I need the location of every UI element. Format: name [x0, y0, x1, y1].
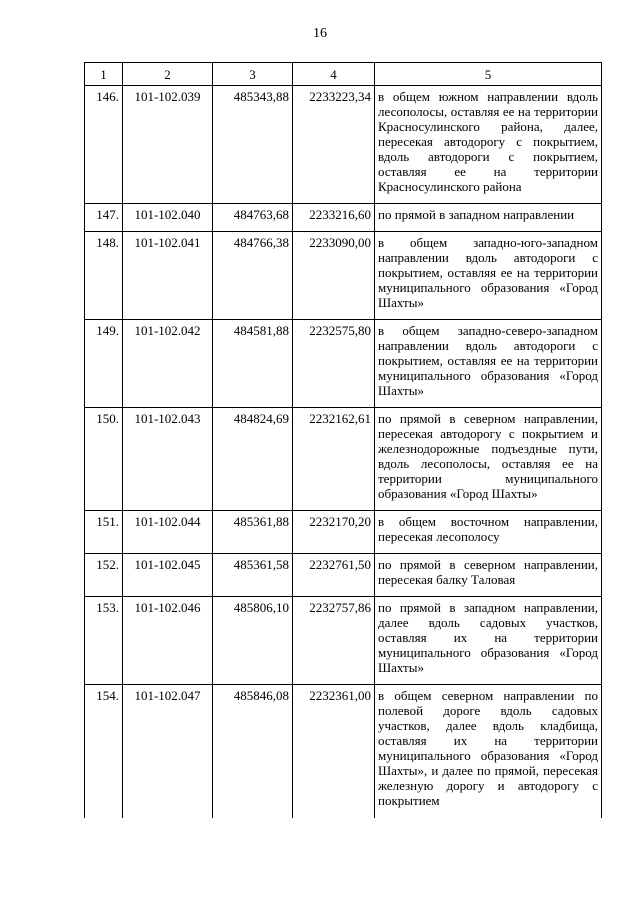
- point-code: 101-102.046: [123, 597, 213, 685]
- table-row: [85, 554, 602, 597]
- row-number: 151.: [85, 511, 123, 554]
- y-coordinate: 2232575,80: [293, 320, 375, 408]
- y-coordinate: 2232170,20: [293, 511, 375, 554]
- y-coordinate: 2232162,61: [293, 408, 375, 511]
- row-number: 148.: [85, 232, 123, 320]
- x-coordinate: 485361,58: [213, 554, 293, 597]
- column-header-number: 1: [85, 63, 123, 86]
- y-coordinate: 2232361,00: [293, 685, 375, 819]
- row-number: 152.: [85, 554, 123, 597]
- y-coordinate: 2233090,00: [293, 232, 375, 320]
- y-coordinate: 2233223,34: [293, 86, 375, 204]
- boundary-description: в общем южном направлении вдоль лесополосы, оставляя ее на территории Красносулинского района, далее, пересекая автодорогу с покрытием, вдоль автодороги с покрытием, оставляя ее на территории Красносулинского района: [375, 86, 602, 204]
- row-number: 146.: [85, 86, 123, 204]
- x-coordinate: 484766,38: [213, 232, 293, 320]
- x-coordinate: 485806,10: [213, 597, 293, 685]
- y-coordinate: 2232761,50: [293, 554, 375, 597]
- point-code: 101-102.041: [123, 232, 213, 320]
- boundary-description: в общем западно-юго-западном направлении вдоль автодороги с покрытием, оставляя ее на территории муниципального образования «Город Шахты»: [375, 232, 602, 320]
- table-row: [85, 232, 602, 320]
- x-coordinate: 484763,68: [213, 204, 293, 232]
- page-number: 16: [313, 26, 327, 41]
- row-number: 149.: [85, 320, 123, 408]
- row-number: 150.: [85, 408, 123, 511]
- boundary-description: по прямой в северном направлении, пересекая автодорогу с покрытием и железнодорожные подъездные пути, вдоль лесополосы, оставляя ее на территории муниципального образования «Город Шахты»: [375, 408, 602, 511]
- boundary-description: в общем северном направлении по полевой дороге вдоль садовых участков, далее вдоль кладбища, оставляя их на территории муниципального образования «Город Шахты», и далее по прямой, пересекая железную дорогу и автодорогу с покрытием: [375, 685, 602, 819]
- point-code: 101-102.040: [123, 204, 213, 232]
- y-coordinate: 2233216,60: [293, 204, 375, 232]
- point-code: 101-102.047: [123, 685, 213, 819]
- table-header-row: [85, 63, 602, 86]
- row-number: 147.: [85, 204, 123, 232]
- point-code: 101-102.045: [123, 554, 213, 597]
- column-header-y-coordinate: 4: [293, 63, 375, 86]
- point-code: 101-102.044: [123, 511, 213, 554]
- boundary-points-table: [84, 62, 602, 818]
- row-number: 153.: [85, 597, 123, 685]
- x-coordinate: 485846,08: [213, 685, 293, 819]
- table-row: [85, 685, 602, 819]
- boundary-description: по прямой в западном направлении, далее вдоль садовых участков, оставляя их на территории муниципального образования «Город Шахты»: [375, 597, 602, 685]
- point-code: 101-102.039: [123, 86, 213, 204]
- point-code: 101-102.043: [123, 408, 213, 511]
- point-code: 101-102.042: [123, 320, 213, 408]
- boundary-description: в общем восточном направлении, пересекая лесополосу: [375, 511, 602, 554]
- column-header-x-coordinate: 3: [213, 63, 293, 86]
- boundary-description: по прямой в северном направлении, пересекая балку Таловая: [375, 554, 602, 597]
- boundary-description: по прямой в западном направлении: [375, 204, 602, 232]
- x-coordinate: 485361,88: [213, 511, 293, 554]
- x-coordinate: 484581,88: [213, 320, 293, 408]
- table-row: [85, 204, 602, 232]
- column-header-description: 5: [375, 63, 602, 86]
- y-coordinate: 2232757,86: [293, 597, 375, 685]
- table-row: [85, 511, 602, 554]
- x-coordinate: 485343,88: [213, 86, 293, 204]
- table-row: [85, 408, 602, 511]
- boundary-description: в общем западно-северо-западном направлении вдоль автодороги с покрытием, оставляя ее на территории муниципального образования «Город Шахты»: [375, 320, 602, 408]
- x-coordinate: 484824,69: [213, 408, 293, 511]
- row-number: 154.: [85, 685, 123, 819]
- table-row: [85, 597, 602, 685]
- table-row: [85, 86, 602, 204]
- column-header-point-code: 2: [123, 63, 213, 86]
- table-row: [85, 320, 602, 408]
